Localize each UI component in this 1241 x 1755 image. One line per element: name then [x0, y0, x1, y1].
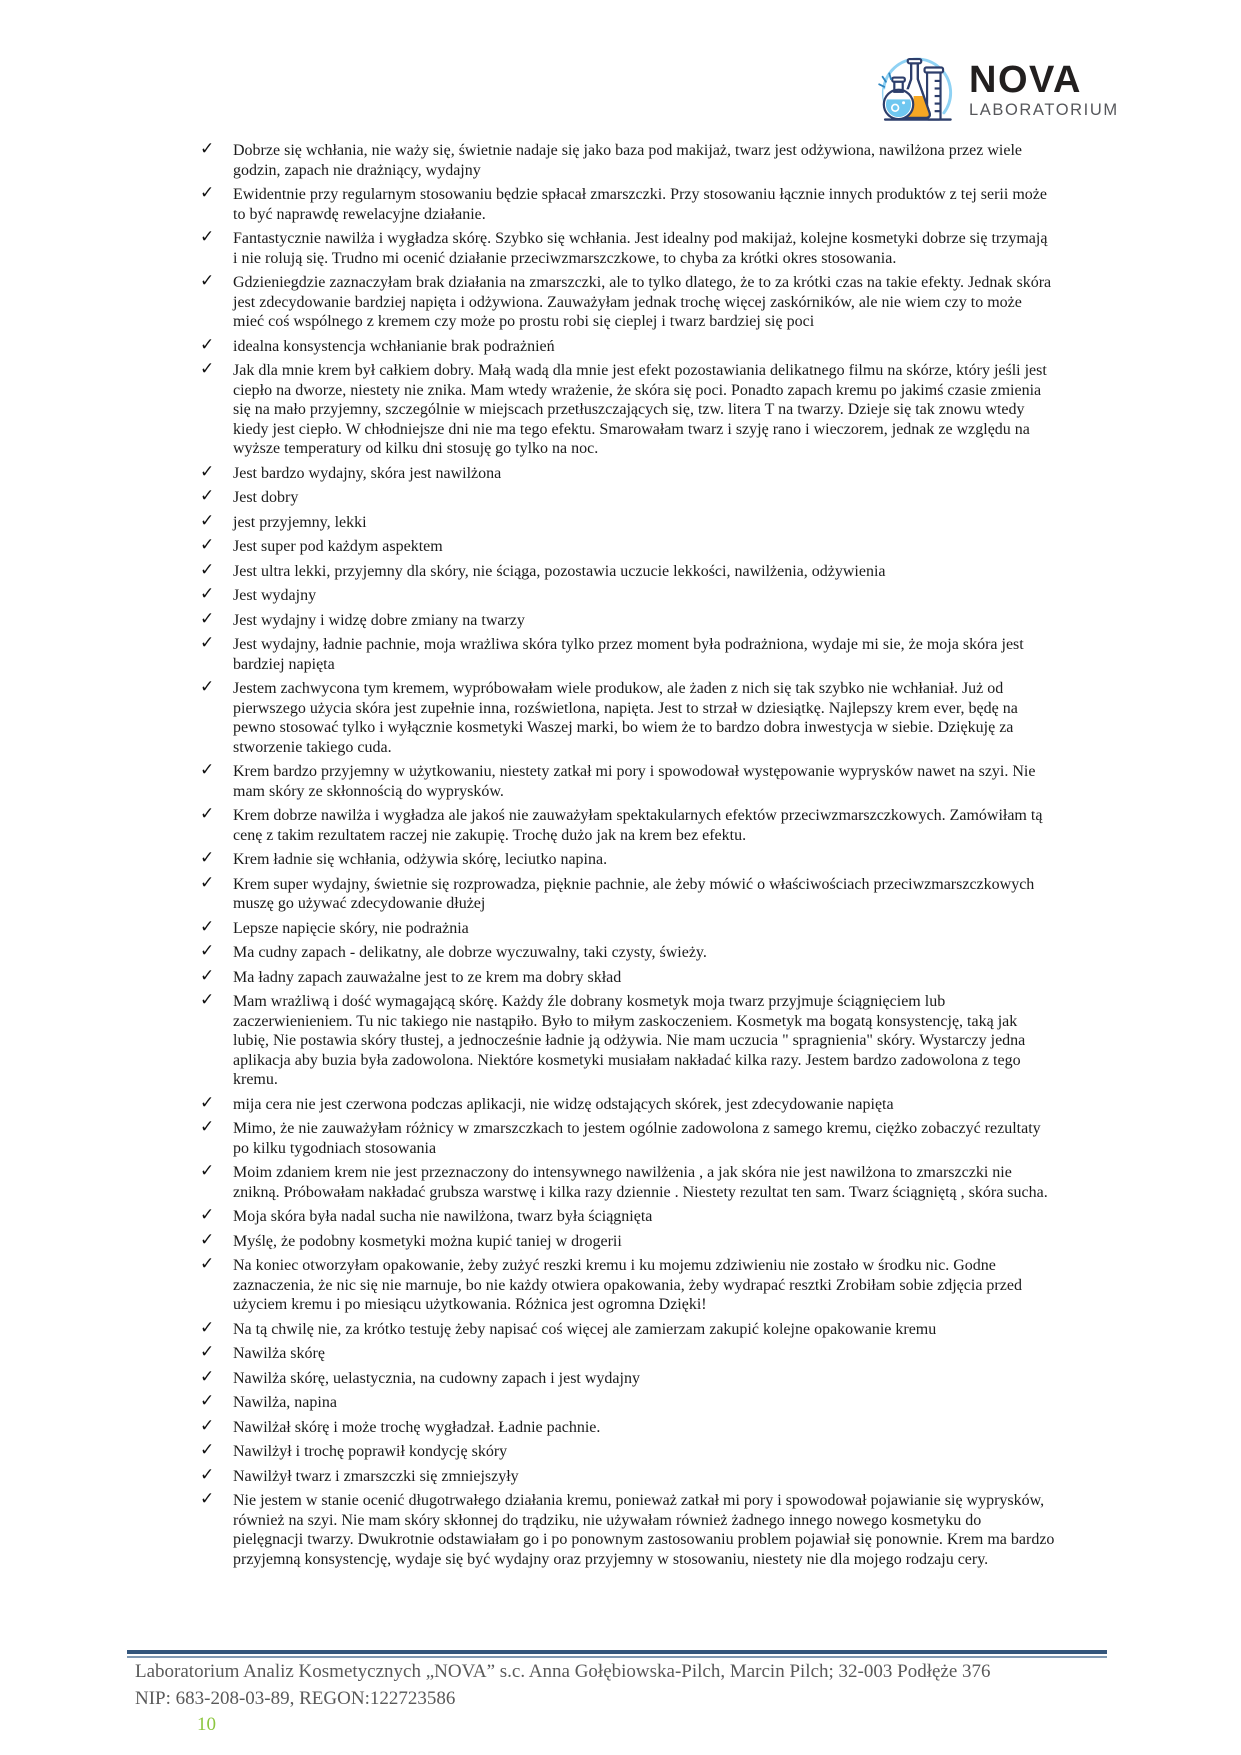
- list-item: [200, 1256, 1055, 1315]
- checkmark-icon: ✓: [200, 584, 215, 604]
- list-item: [200, 1491, 1055, 1569]
- review-text: Mimo, że nie zauważyłam różnicy w zmarszczkach to jestem ogólnie zadowolona z samego kremu, ciężko zobaczyć rezultaty po kilku tygodniach stosowania: [233, 1120, 1041, 1157]
- checkmark-icon: ✓: [200, 334, 215, 355]
- checkmark-icon: ✓: [200, 1366, 215, 1387]
- list-item: [200, 850, 1055, 870]
- checkmark-icon: ✓: [200, 1092, 215, 1113]
- lab-flasks-icon: [875, 44, 959, 138]
- list-item: [200, 1464, 1055, 1487]
- review-text: Jest bardzo wydajny, skóra jest nawilżona: [233, 464, 502, 482]
- page-number: 10: [197, 1714, 216, 1735]
- list-item: [200, 510, 1055, 533]
- checkmark-icon: ✓: [200, 916, 215, 937]
- checkmark-icon: ✓: [200, 510, 215, 531]
- list-item: [200, 361, 1055, 459]
- list-item: [200, 992, 1055, 1090]
- review-text: jest przyjemny, lekki: [233, 513, 367, 531]
- logo-name: NOVA: [969, 59, 1082, 101]
- list-item: [200, 559, 1055, 582]
- page-footer: [127, 1650, 1107, 1738]
- footer-divider-dark-line: [127, 1650, 1107, 1654]
- review-text: Jest wydajny: [233, 587, 317, 604]
- footer-company-info: Laboratorium Analiz Kosmetycznych „NOVA” s.c. Anna Gołębiowska-Pilch, Marcin Pilch; 32-003 Podłęże 376: [135, 1661, 991, 1682]
- review-text: Moim zdaniem krem nie jest przeznaczony do intensywnego nawilżenia , a jak skóra nie jest nawilżona to zmarszczki nie znikną. Próbowałam nakładać grubsza warstwę i kilka razy dziennie . Niestety rezultat ten sam. Twarz ściągniętą , skóra sucha.: [233, 1164, 1048, 1201]
- logo-subtitle: LABORATORIUM: [969, 101, 1119, 119]
- logo-wordmark: [969, 61, 1119, 121]
- review-text: Moja skóra była nadal sucha nie nawilżona, twarz była ściągnięta: [233, 1208, 653, 1225]
- list-item: [200, 273, 1055, 332]
- checkmark-icon: ✓: [200, 804, 215, 824]
- review-list: [200, 141, 1055, 1574]
- review-text: Ma ładny zapach zauważalne jest to ze krem ma dobry skład: [233, 968, 622, 986]
- list-item: [200, 806, 1055, 845]
- review-text: Na tą chwilę nie, za krótko testuję żeby napisać coś więcej ale zamierzam zakupić kolejne opakowanie kremu: [233, 1320, 937, 1338]
- list-item: [200, 943, 1055, 963]
- list-item: [200, 1442, 1055, 1462]
- list-item: [200, 537, 1055, 557]
- review-text: idealna konsystencja wchłanianie brak podrażnień: [233, 337, 555, 355]
- list-item: [200, 1415, 1055, 1438]
- list-item: [200, 1163, 1055, 1202]
- checkmark-icon: ✓: [200, 941, 215, 961]
- review-text: Krem super wydajny, świetnie się rozprowadza, pięknie pachnie, ale żeby mówić o właściwościach przeciwzmarszczkowych muszę go używać zdecydowanie dłużej: [233, 875, 1035, 912]
- checkmark-icon: ✓: [200, 1254, 215, 1274]
- list-item: [200, 965, 1055, 988]
- review-text: Jest ultra lekki, przyjemny dla skóry, nie ściąga, pozostawia uczucie lekkości, nawilżenia, odżywienia: [233, 562, 886, 580]
- checkmark-icon: ✓: [200, 1391, 215, 1411]
- checkmark-icon: ✓: [200, 965, 215, 986]
- list-item: [200, 141, 1055, 180]
- list-item: [200, 635, 1055, 674]
- checkmark-icon: ✓: [200, 1205, 215, 1225]
- list-item: [200, 334, 1055, 357]
- review-text: Nawilżał skórę i może trochę wygładzał. Ładnie pachnie.: [233, 1418, 601, 1436]
- review-text: Nawilża skórę, uelastycznia, na cudowny zapach i jest wydajny: [233, 1369, 640, 1387]
- review-text: Jest wydajny, ładnie pachnie, moja wrażliwa skóra tylko przez moment była podrażniona, wydaje mi sie, że moja skóra jest bardziej napięta: [233, 636, 1024, 673]
- review-text: Krem ładnie się wchłania, odżywia skórę, leciutko napina.: [233, 851, 608, 868]
- review-text: Dobrze się wchłania, nie waży się, świetnie nadaje się jako baza pod makijaż, twarz jest odżywiona, nawilżona przez wiele godzin, zapach nie drażniący, wydajny: [233, 142, 1023, 179]
- list-item: [200, 461, 1055, 484]
- list-item: [200, 229, 1055, 268]
- checkmark-icon: ✓: [200, 461, 215, 482]
- checkmark-icon: ✓: [200, 139, 215, 159]
- list-item: [200, 1229, 1055, 1252]
- checkmark-icon: ✓: [200, 1464, 215, 1485]
- checkmark-icon: ✓: [200, 183, 215, 203]
- list-item: [200, 586, 1055, 606]
- footer-tax-info: NIP: 683-208-03-89, REGON:122723586: [135, 1688, 456, 1709]
- checkmark-icon: ✓: [200, 1440, 215, 1460]
- review-text: Ewidentnie przy regularnym stosowaniu będzie spłacał zmarszczki. Przy stosowaniu łącznie innych produktów z tej serii może to być naprawdę rewelacyjne działanie.: [233, 186, 1047, 223]
- list-item: [200, 488, 1055, 508]
- checkmark-icon: ✓: [200, 608, 215, 629]
- checkmark-icon: ✓: [200, 1415, 215, 1436]
- review-text: mija cera nie jest czerwona podczas aplikacji, nie widzę odstających skórek, jest zdecydowanie napięta: [233, 1095, 894, 1113]
- checkmark-icon: ✓: [200, 677, 215, 697]
- review-text: Nie jestem w stanie ocenić długotrwałego działania kremu, ponieważ zatkał mi pory i spowodował pojawianie się wyprysków, również na szyi. Nie mam skóry skłonnej do trądziku, nie używałam również żadnego innego nowego kosmetyku do pielęgnacji twarzy. Dwukrotnie odstawiałam go i po ponownym zastosowaniu problem pojawiał się ponownie. Krem ma bardzo przyjemną konsystencję, wydaje się być wydajny oraz przyjemny w stosowaniu, niestety nie dla mojego rodzaju cery.: [233, 1492, 1055, 1568]
- review-text: Krem dobrze nawilża i wygładza ale jakoś nie zauważyłam spektakularnych efektów przeciwzmarszczkowych. Zamówiłam tą cenę z takim rezultatem raczej nie zakupię. Trochę dużo jak na krem bez efektu.: [233, 807, 1043, 844]
- checkmark-icon: ✓: [200, 271, 215, 291]
- checkmark-icon: ✓: [200, 1317, 215, 1338]
- list-item: [200, 1393, 1055, 1413]
- review-text: Jest wydajny i widzę dobre zmiany na twarzy: [233, 611, 525, 629]
- checkmark-icon: ✓: [200, 227, 215, 247]
- review-text: Na koniec otworzyłam opakowanie, żeby zużyć reszki kremu i ku mojemu zdziwieniu nie zostało w środku nic. Godne zaznaczenia, że nic się nie marnuje, bo nie każdy otwiera opakowania, żeby wydrapać resztki Zrobiłam sobie zdjęcia przed użyciem kremu i po miesiącu użytkowania. Różnica jest ogromna Dzięki!: [233, 1257, 1022, 1313]
- checkmark-icon: ✓: [200, 486, 215, 506]
- list-item: [200, 608, 1055, 631]
- checkmark-icon: ✓: [200, 760, 215, 780]
- checkmark-icon: ✓: [200, 359, 215, 379]
- checkmark-icon: ✓: [200, 1229, 215, 1250]
- list-item: [200, 1119, 1055, 1158]
- review-text: Jestem zachwycona tym kremem, wypróbowałam wiele produkow, ale żaden z nich się tak szybko nie wchłaniał. Już od pierwszego użycia skóra jest zupełnie inna, rozświetlona, napięta. Jest to strzał w dziesiątkę. Najlepszy krem ever, będę na pewno stosować tylko i wyłącznie kosmetyki Waszej marki, bo wiem że to bardzo dobra inwestycja w siebie. Dziękuję za stworzenie takiego cuda.: [233, 680, 1018, 756]
- list-item: [200, 916, 1055, 939]
- list-item: [200, 872, 1055, 914]
- review-text: Krem bardzo przyjemny w użytkowaniu, niestety zatkał mi pory i spowodował występowanie wyprysków nawet na szyi. Nie mam skóry ze skłonnością do wyprysków.: [233, 763, 1036, 800]
- review-text: Jest super pod każdym aspektem: [233, 538, 443, 555]
- footer-divider: [127, 1650, 1107, 1658]
- list-item: [200, 1317, 1055, 1340]
- checkmark-icon: ✓: [200, 1489, 215, 1509]
- list-item: [200, 1092, 1055, 1115]
- checkmark-icon: ✓: [200, 872, 215, 893]
- checkmark-icon: ✓: [200, 633, 215, 653]
- review-text: Gdzieniegdzie zaznaczyłam brak działania na zmarszczki, ale to tylko dlatego, że to za krótki czas na takie efekty. Jednak skóra jest zdecydowanie bardziej napięta i odżywiona. Zauważyłam jednak trochę więcej zaskórników, ale nie wiem czy to może mieć coś wspólnego z kremem czy może po prostu robi się cieplej i twarz bardziej się poci: [233, 274, 1052, 330]
- review-text: Myślę, że podobny kosmetyki można kupić taniej w drogerii: [233, 1232, 622, 1250]
- checkmark-icon: ✓: [200, 990, 215, 1010]
- list-item: [200, 185, 1055, 224]
- review-text: Nawilżył i trochę poprawił kondycję skóry: [233, 1443, 508, 1460]
- review-text: Nawilża, napina: [233, 1394, 337, 1411]
- review-text: Fantastycznie nawilża i wygładza skórę. Szybko się wchłania. Jest idealny pod makijaż, kolejne kosmetyki dobrze się trzymają i nie rolują się. Trudno mi ocenić działanie przeciwzmarszczkowe, to chyba za krótki okres stosowania.: [233, 230, 1048, 267]
- review-text: Ma cudny zapach - delikatny, ale dobrze wyczuwalny, taki czysty, świeży.: [233, 944, 707, 961]
- list-item: [200, 1344, 1055, 1364]
- review-text: Lepsze napięcie skóry, nie podrażnia: [233, 919, 469, 937]
- checkmark-icon: ✓: [200, 848, 215, 868]
- review-text: Nawilża skórę: [233, 1345, 325, 1362]
- company-logo: [875, 44, 1119, 138]
- list-item: [200, 1207, 1055, 1227]
- checkmark-icon: ✓: [200, 1161, 215, 1181]
- list-item: [200, 762, 1055, 801]
- list-item: [200, 679, 1055, 757]
- list-item: [200, 1366, 1055, 1389]
- review-text: Nawilżył twarz i zmarszczki się zmniejszyły: [233, 1467, 519, 1485]
- review-text: Jest dobry: [233, 489, 299, 506]
- checkmark-icon: ✓: [200, 535, 215, 555]
- review-text: Mam wrażliwą i dość wymagającą skórę. Każdy źle dobrany kosmetyk moja twarz przyjmuje ściągnięciem lub zaczerwienieniem. Tu nic takiego nie nastąpiło. Było to miłym zaskoczeniem. Kosmetyk ma bogatą konsystencję, taką jak lubię, Nie postawia skóry tłustej, a jednocześnie ładnie ją odżywia. Nie mam uczucia " spragnienia" skóry. Wystarczy jedna aplikacja aby buzia była zadowolona. Niektóre kosmetyki musiałam nakładać kilka razy. Jestem bardzo zadowolona z tego kremu.: [233, 993, 1026, 1088]
- review-text: Jak dla mnie krem był całkiem dobry. Małą wadą dla mnie jest efekt pozostawiania delikatnego filmu na skórze, który jeśli jest ciepło na dworze, niestety nie znika. Mam wtedy wrażenie, że skóra się poci. Ponadto zapach kremu po jakimś czasie zmienia się na mało przyjemny, szczególnie w miejscach przetłuszczających się, tzw. litera T na twarzy. Dzieje się tak znowu wtedy kiedy jest ciepło. W chłodniejsze dni nie ma tego efektu. Smarowałam twarz i szyję rano i wieczorem, jednak ze względu na wyższe temperatury od kilku dni stosuję go tylko na noc.: [233, 362, 1047, 457]
- checkmark-icon: ✓: [200, 559, 215, 580]
- checkmark-icon: ✓: [200, 1117, 215, 1137]
- checkmark-icon: ✓: [200, 1342, 215, 1362]
